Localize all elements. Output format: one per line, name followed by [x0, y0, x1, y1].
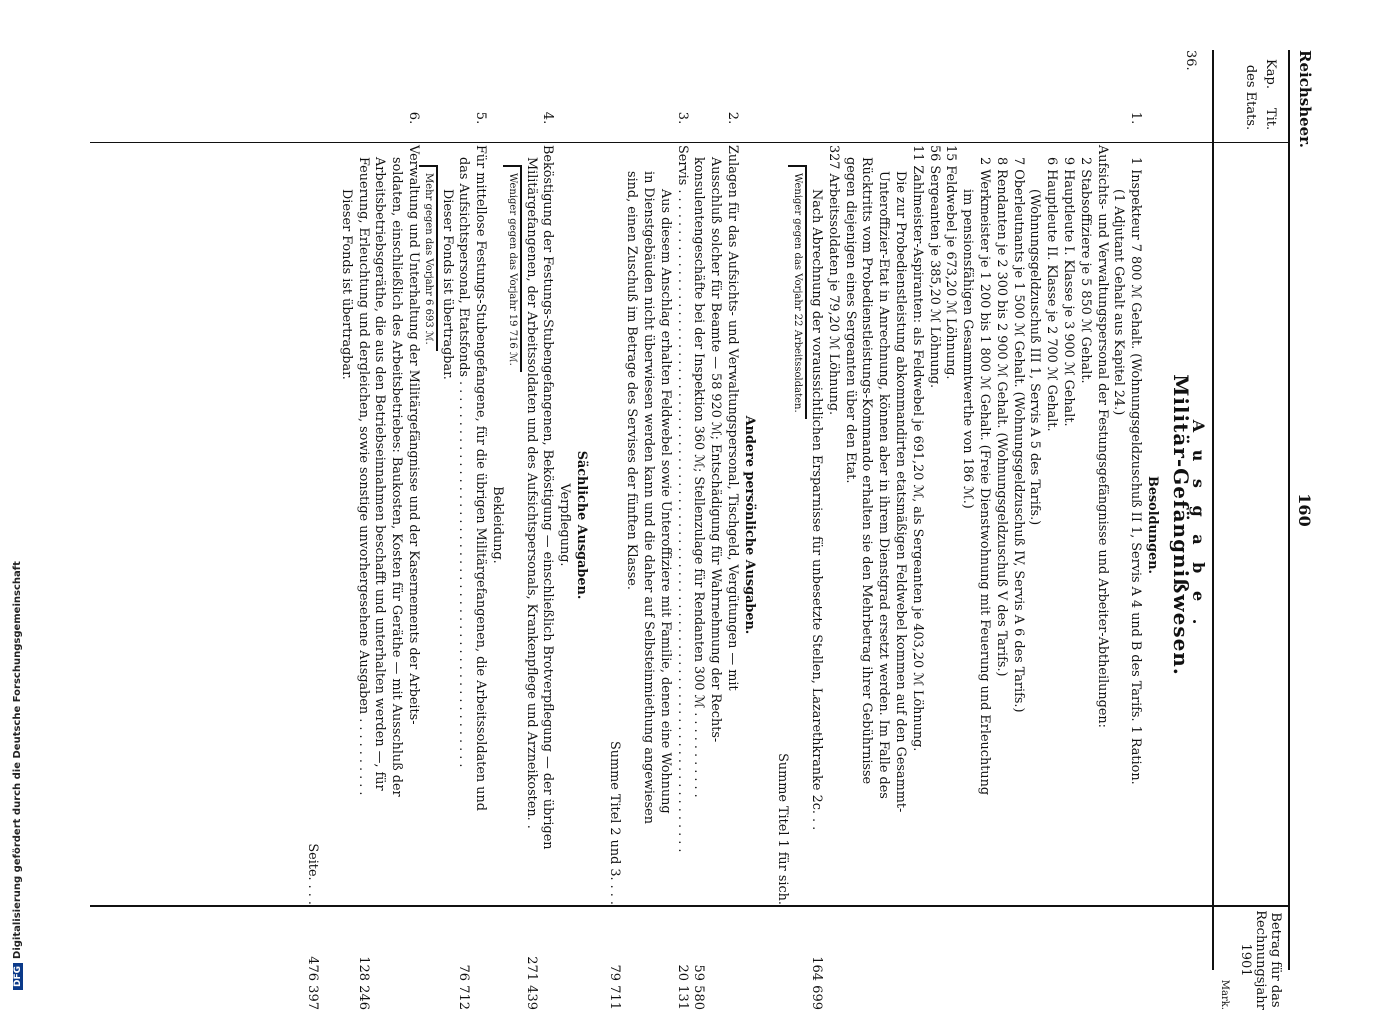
ausgabe-heading	[1163, 145, 1206, 905]
text-line	[774, 145, 791, 905]
amount-cell: 59 580	[691, 964, 707, 1010]
text-line: Aus diesem Anschlag erhalten Feldwebel sowie Unteroffiziere mit Familie, denen eine Wohnung	[657, 189, 673, 814]
page-number: 160	[1295, 493, 1314, 527]
amount-cell	[387, 910, 404, 1010]
text-line	[606, 145, 623, 905]
amount-cell	[639, 910, 656, 1010]
titel-number: 1.	[1128, 111, 1144, 125]
text-line: Die zur Probedienstleistung abkommandirten etatsmäßigen Feldwebel kommen auf den Gesammt-	[893, 171, 909, 813]
text-line	[421, 145, 438, 905]
document-body	[303, 145, 1160, 905]
amount-column	[303, 910, 1160, 1010]
amount-cell	[975, 910, 992, 1010]
amount-cell: 271 439	[523, 956, 539, 1010]
amount-cell	[757, 910, 774, 1010]
running-head: Reichsheer.	[1296, 50, 1314, 148]
titel-number	[790, 98, 807, 138]
titel-number	[505, 98, 522, 138]
column-rule-left	[90, 142, 1290, 143]
amount-cell	[656, 910, 673, 1010]
amount-cell	[706, 910, 723, 1010]
ausgabe-title: A u s g a b e .	[1189, 419, 1208, 631]
amount-cell	[992, 910, 1009, 1010]
text-line: Ausschluß solcher für Beamte — 58 920 ℳ; Entschädigung für Wahrnehmung der Rechts-	[708, 157, 724, 743]
titel-number	[320, 98, 337, 138]
amount-cell	[505, 910, 522, 1010]
titel-number	[387, 98, 404, 138]
amount-cell	[824, 910, 841, 1010]
amount-cell	[958, 910, 975, 1010]
amount-cell	[925, 910, 942, 1010]
titel-number	[858, 98, 875, 138]
amount-cell: 164 699	[809, 956, 825, 1010]
titel-number	[992, 98, 1009, 138]
titel-number	[958, 98, 975, 138]
text-line: Dieser Fonds ist übertragbar.	[439, 189, 455, 380]
amount-cell: 76 712	[456, 964, 472, 1010]
text-line: Rücktritts vom Probedienstleistungs-Kommando erhalten sie den Mehrbetrag ihrer Gebührnisse	[859, 157, 875, 785]
text-line: Für mittellose Festungs-Stubengefangene, für die übrigen Militärgefangenen, die Arbeitssoldaten und	[473, 145, 489, 811]
amount-cell	[488, 910, 505, 1010]
text-line: 2 Stabsoffiziere je 5 850 ℳ Gehalt.	[1077, 157, 1093, 384]
etat-label: des Etats.	[1243, 64, 1258, 131]
titel-number	[1110, 98, 1127, 138]
titel-number	[1026, 98, 1043, 138]
amount-cell	[723, 910, 740, 1010]
credit-line	[12, 561, 23, 990]
text-line: 11 Zahlmeister-Aspiranten: als Feldwebel je 691,20 ℳ, als Sergeanten je 403,20 ℳ Löhnung.	[909, 145, 925, 752]
text-line: (1 Adjutant Gehalt aus Kapitel 24.)	[1111, 189, 1127, 416]
amount-cell	[1026, 910, 1043, 1010]
titel-number	[337, 98, 354, 138]
titel-number	[1093, 98, 1110, 138]
column-rule-right	[90, 905, 1290, 907]
titel-number	[1059, 98, 1076, 138]
text-line: soldaten, einschließlich des Arbeitsbetriebes: Baukosten, Kosten für Geräthe — mit Ausschluß der	[389, 157, 405, 797]
credit-strip	[0, 0, 22, 1000]
amount-cell: 476 397	[305, 956, 321, 1010]
dfg-logo: DFG	[13, 963, 23, 990]
kap-label: Kap.	[1263, 59, 1278, 89]
titel-number	[1042, 98, 1059, 138]
amount-unit: Mark.	[1219, 979, 1230, 1010]
titel-number	[421, 98, 438, 138]
text-line: Militärgefangenen, der Arbeitssoldaten und des Aufsichtspersonals, Krankenpflege und Arzneikosten. .	[523, 157, 539, 829]
amount-cell	[942, 910, 959, 1010]
text-line	[589, 145, 606, 905]
amount-cell	[471, 910, 488, 1010]
margin-note: Mehr gegen das Vorjahr 6 693 ℳ.	[419, 165, 438, 351]
amount-cell	[790, 910, 807, 1010]
titel-number	[555, 98, 572, 138]
titel-number	[371, 98, 388, 138]
amount-cell	[841, 910, 858, 1010]
titel-number	[1143, 98, 1160, 138]
header-bottom-rule	[1212, 50, 1214, 970]
titel-number: 6.	[405, 111, 421, 125]
amount-cell	[1126, 910, 1143, 1010]
tit-label: Tit.	[1263, 107, 1278, 131]
text-line: 8 Rendanten je 2 300 bis 2 900 ℳ Gehalt. (Wohnungsgeldzuschuß V des Tarifs.)	[993, 157, 1009, 677]
titel-number	[639, 98, 656, 138]
text-line: Feuerung, Erleuchtung und dergleichen, sowie sonstige unvorhergesehene Ausgaben . . . . . . . . . .	[355, 157, 371, 796]
text-line: konsulentengeschäfte bei der Inspektion 360 ℳ; Stellenzulage für Rendanten 300 ℳ . . . . . . . . . . .	[691, 157, 707, 798]
titel-number	[589, 98, 606, 138]
titel-number: 2.	[725, 111, 741, 125]
text-line: Besoldungen.	[1145, 476, 1160, 574]
amount-cell	[623, 910, 640, 1010]
text-line: Zulagen für das Aufsichts- und Verwaltungspersonal, Tischgeld, Vergütungen — mit	[725, 145, 741, 691]
amount-cell	[908, 910, 925, 1010]
titel-number: 5.	[473, 111, 489, 125]
titel-number	[891, 98, 908, 138]
amount-cell	[438, 910, 455, 1010]
titel-number	[455, 98, 472, 138]
amount-cell	[572, 910, 589, 1010]
text-line: (Wohnungsgeldzuschuß III 1, Servis A 5 des Tarifs.)	[1027, 189, 1043, 526]
amount-cell	[1009, 910, 1026, 1010]
amount-cell	[371, 910, 388, 1010]
titel-number	[841, 98, 858, 138]
titel-number	[908, 98, 925, 138]
text-line: gegen diejenigen eines Sergeanten über den Etat.	[842, 157, 858, 484]
titel-number	[438, 98, 455, 138]
top-rule	[1288, 50, 1290, 970]
titel-number	[1076, 98, 1093, 138]
text-line: Beköstigung der Festungs-Stubengefangenen, Beköstigung — einschließlich Brotverpflegung — der übrigen	[540, 145, 556, 850]
titel-number	[606, 98, 623, 138]
sum-label: Seite. . . .	[305, 843, 321, 905]
titel-number	[303, 98, 320, 138]
titel-number	[623, 98, 640, 138]
amount-cell	[1042, 910, 1059, 1010]
amount-cell	[874, 910, 891, 1010]
amount-cell	[1076, 910, 1093, 1010]
text-line: Andere persönliche Ausgaben.	[741, 415, 757, 635]
titel-number: 3.	[674, 111, 690, 125]
amount-cell	[891, 910, 908, 1010]
text-line: Sächliche Ausgaben.	[573, 450, 589, 600]
titel-number	[757, 98, 774, 138]
text-line: 56 Sergeanten je 385,20 ℳ Löhnung.	[926, 145, 942, 389]
amount-cell	[1059, 910, 1076, 1010]
text-line: das Aufsichtspersonal, Etatsfonds . . . . . . . . . . . . . . . . . . . . . . . . . . . . . . . . . . . . . . . . . . . . . . . .	[456, 157, 472, 768]
margin-note: Weniger gegen das Vorjahr 22 Arbeitssoldaten.	[788, 165, 807, 419]
amount-cell	[1143, 910, 1160, 1010]
text-line: 327 Arbeitssoldaten je 79,20 ℳ Löhnung.	[825, 145, 841, 416]
text-line: Verpflegung.	[557, 483, 573, 567]
titel-number	[925, 98, 942, 138]
titel-number	[656, 98, 673, 138]
amount-cell	[337, 910, 354, 1010]
titel-number	[1009, 98, 1026, 138]
amount-cell	[320, 910, 337, 1010]
text-line: Nach Abrechnung der voraussichtlichen Ersparnisse für unbesetzte Stellen, Lazarethkranke 2c. . .	[809, 189, 825, 831]
amount-cell	[858, 910, 875, 1010]
titel-number: 4.	[540, 111, 556, 125]
titel-number	[488, 98, 505, 138]
text-line	[505, 145, 522, 905]
titel-number	[572, 98, 589, 138]
text-line: Dieser Fonds ist übertragbar.	[338, 189, 354, 380]
text-line: 7 Oberleutnants je 1 500 ℳ Gehalt. (Wohnungsgeldzuschuß IV, Servis A 6 des Tarifs.)	[1010, 157, 1026, 713]
margin-note: Weniger gegen das Vorjahr 19 716 ℳ.	[503, 165, 522, 372]
titel-number	[807, 98, 824, 138]
titel-number	[874, 98, 891, 138]
amount-cell	[589, 910, 606, 1010]
credit-text: Digitalisierung gefördert durch die Deutsche Forschungsgemeinschaft	[12, 561, 23, 959]
titel-column	[303, 98, 1160, 138]
amount-cell	[1110, 910, 1127, 1010]
amount-cell	[539, 910, 556, 1010]
titel-number	[522, 98, 539, 138]
text-line: Aufsichts- und Verwaltungspersonal der Festungsgefängnisse und Arbeiter-Abtheilungen:	[1094, 145, 1110, 728]
text-line: im pensionsfähigen Gesammtwerthe von 186 ℳ.)	[960, 189, 976, 509]
document-page	[58, 10, 1318, 1010]
amount-cell: 128 246	[355, 956, 371, 1010]
amount-cell	[1093, 910, 1110, 1010]
text-line: Bekleidung.	[489, 486, 505, 564]
amount-cell	[421, 910, 438, 1010]
amount-cell	[774, 910, 791, 1010]
text-line: 15 Feldwebel je 673,20 ℳ Löhnung.	[943, 145, 959, 380]
section-title: Militär-Gefängnißwesen.	[1169, 374, 1194, 676]
text-line: sind, einen Zuschuß im Betrage des Servises der fünften Klasse.	[624, 171, 640, 590]
text-line: 9 Hauptleute I. Klasse je 3 900 ℳ Gehalt.	[1061, 157, 1077, 427]
amount-cell	[555, 910, 572, 1010]
titel-number	[706, 98, 723, 138]
amount-cell: 79 711	[607, 964, 623, 1010]
text-line	[303, 145, 320, 905]
text-line	[790, 145, 807, 905]
text-line	[320, 145, 337, 905]
text-line: Unteroffizier-Etat in Anrechnung, können aber in ihrem Dienstgrad ersetzt werden. Im Falle des	[876, 171, 892, 799]
text-line: Verwaltung und Unterhaltung der Militärgefängnisse und der Kasernements der Arbeits-	[405, 145, 421, 725]
text-line	[757, 145, 774, 905]
text-line: 1 Inspekteur 7 800 ℳ Gehalt. (Wohnungsgeldzuschuß II 1, Servis A 4 und B des Tarifs. 1 Ration.	[1128, 157, 1144, 785]
sum-label: Summe Titel 2 und 3. . . .	[607, 741, 623, 905]
titel-number	[354, 98, 371, 138]
titel-number	[774, 98, 791, 138]
titel-number	[942, 98, 959, 138]
titel-number	[740, 98, 757, 138]
sum-label: Summe Titel 1 für sich.	[775, 753, 791, 905]
titel-number	[975, 98, 992, 138]
titel-number	[824, 98, 841, 138]
amount-cell	[740, 910, 757, 1010]
text-line: Servis . . . . . . . . . . . . . . . . . . . . . . . . . . . . . . . . . . . . . . . . . . . . . . . . . . . . . . . . . . . . . . . . . . . . . . . . . . . . . . . . . .	[674, 145, 690, 853]
amount-cell: 20 131	[674, 964, 690, 1010]
text-line: 2 Werkmeister je 1 200 bis 1 800 ℳ Gehalt. (Freie Dienstwohnung mit Feuerung und Erleuchtung	[977, 157, 993, 796]
text-line: in Dienstgebäuden nicht überwiesen werden kann und die daher auf Selbsteinmiethung angewiesen	[641, 171, 657, 824]
amount-cell	[404, 910, 421, 1010]
amount-label: Betrag für das Rechnungsjahr 1901	[1238, 910, 1283, 1010]
kapitel-number: 36.	[1183, 50, 1198, 71]
titel-number	[690, 98, 707, 138]
text-line: 6 Hauptleute II. Klasse je 2 700 ℳ Gehalt.	[1044, 157, 1060, 432]
text-line: Arbeitsbetriebsgeräthe, die aus den Betriebseinnahmen beschafft und unterhalten werden —, für	[372, 157, 388, 791]
